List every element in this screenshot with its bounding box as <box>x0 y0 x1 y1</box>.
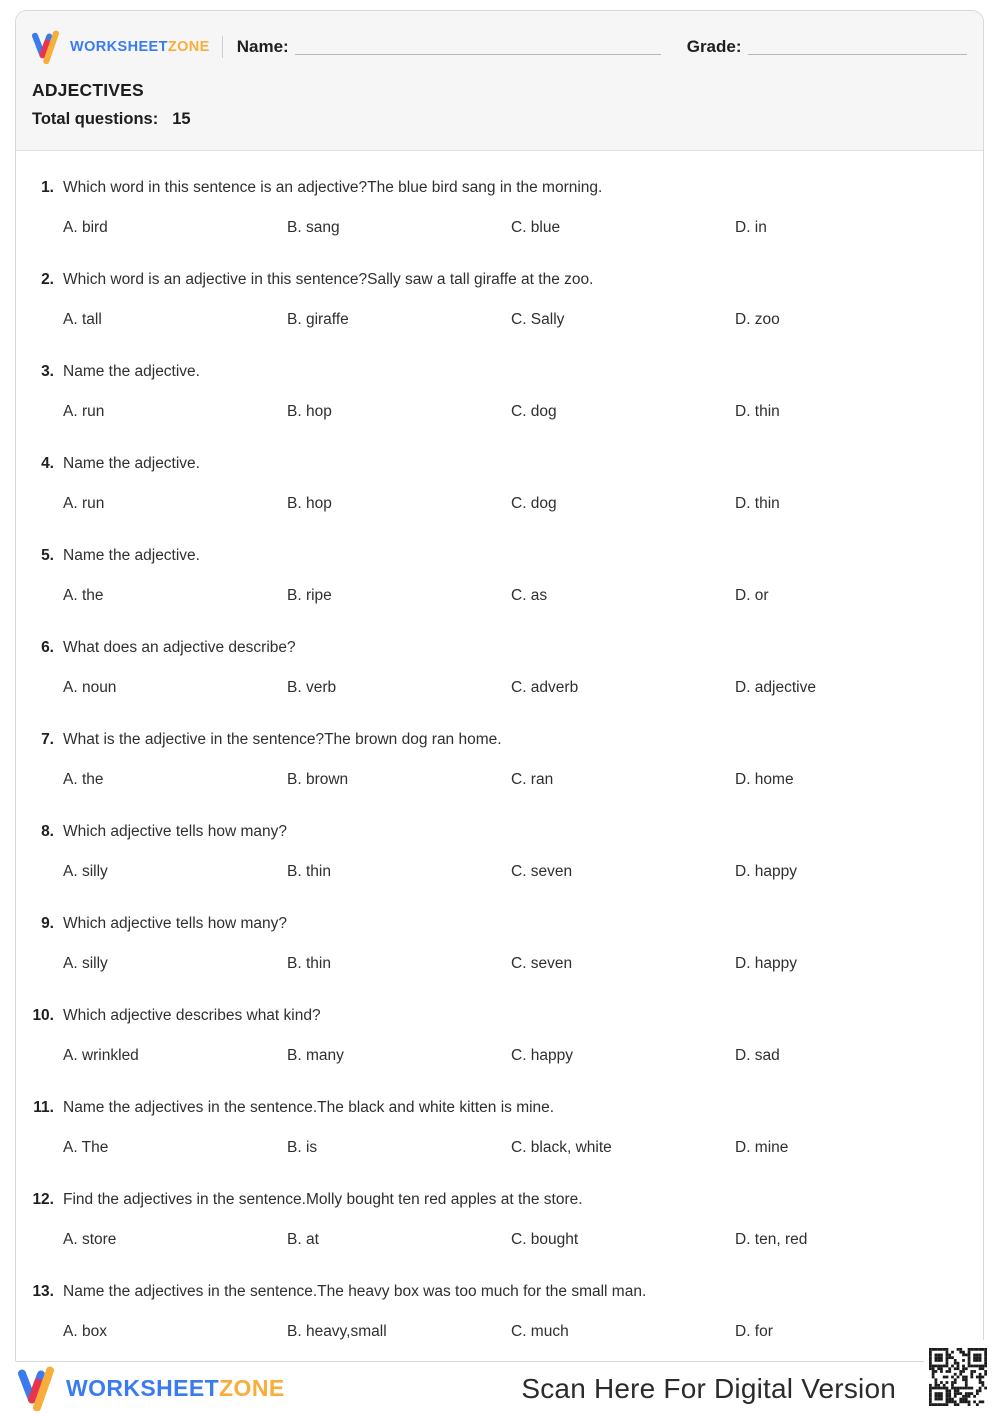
question-text: Name the adjective. <box>63 363 200 380</box>
option-d: D. zoo <box>735 311 780 328</box>
option-c: C. bought <box>511 1231 579 1248</box>
option-c: C. ran <box>511 771 554 788</box>
question-number: 10. <box>32 1007 54 1024</box>
question-number: 3. <box>41 363 54 380</box>
option-d: D. home <box>735 771 794 788</box>
option-c: C. Sally <box>511 311 565 328</box>
footer-logo-word-zone: ZONE <box>219 1375 285 1401</box>
option-c: C. adverb <box>511 679 579 696</box>
question-number: 2. <box>41 271 54 288</box>
options-row <box>30 310 967 329</box>
option-a: A. the <box>63 587 104 604</box>
question-item <box>30 178 967 237</box>
options-row <box>30 1322 967 1341</box>
option-a: A. run <box>63 495 105 512</box>
header-divider <box>222 36 223 58</box>
name-blank-line <box>295 39 661 55</box>
question-item <box>30 546 967 605</box>
scan-here-label: Scan Here For Digital Version <box>521 1372 896 1404</box>
question-number: 9. <box>41 915 54 932</box>
worksheet-card <box>15 10 984 1362</box>
question-item <box>30 1098 967 1157</box>
option-a: A. silly <box>63 955 108 972</box>
option-b: B. hop <box>287 495 332 512</box>
options-row <box>30 862 967 881</box>
question-text: What is the adjective in the sentence?The brown dog ran home. <box>63 731 502 748</box>
option-d: D. ten, red <box>735 1231 808 1248</box>
option-b: B. thin <box>287 955 331 972</box>
page-footer <box>18 1366 982 1411</box>
question-number: 13. <box>32 1283 54 1300</box>
question-text: Find the adjectives in the sentence.Molly bought ten red apples at the store. <box>63 1191 583 1208</box>
options-row <box>30 770 967 789</box>
options-row <box>30 494 967 513</box>
option-b: B. giraffe <box>287 311 349 328</box>
question-number: 7. <box>41 731 54 748</box>
total-questions-label: Total questions: <box>32 110 159 128</box>
question-text: Name the adjective. <box>63 547 200 564</box>
option-b: B. hop <box>287 403 332 420</box>
question-text: Which adjective tells how many? <box>63 915 287 932</box>
question-text: Which adjective describes what kind? <box>63 1007 321 1024</box>
logo-word-worksheet: WORKSHEET <box>70 39 168 55</box>
option-a: A. bird <box>63 219 108 236</box>
question-text: Which adjective tells how many? <box>63 823 287 840</box>
options-row <box>30 954 967 973</box>
question-item <box>30 1282 967 1341</box>
question-number: 12. <box>32 1191 54 1208</box>
qr-code <box>929 1348 987 1406</box>
option-d: D. in <box>735 219 767 236</box>
option-b: B. is <box>287 1139 318 1156</box>
option-a: A. the <box>63 771 104 788</box>
question-number: 1. <box>41 179 54 196</box>
option-b: B. heavy,small <box>287 1323 387 1340</box>
question-number: 6. <box>41 639 54 656</box>
option-a: A. noun <box>63 679 117 696</box>
options-row <box>30 1138 967 1157</box>
option-c: C. seven <box>511 955 573 972</box>
question-item <box>30 1190 967 1249</box>
question-item <box>30 638 967 697</box>
question-text: Which word is an adjective in this sentence?Sally saw a tall giraffe at the zoo. <box>63 271 594 288</box>
questions-list <box>16 151 983 1341</box>
option-d: D. sad <box>735 1047 780 1064</box>
option-b: B. ripe <box>287 587 332 604</box>
question-number: 4. <box>41 455 54 472</box>
question-text: Name the adjective. <box>63 455 200 472</box>
option-c: C. seven <box>511 863 573 880</box>
question-text: Name the adjectives in the sentence.The heavy box was too much for the small man. <box>63 1283 647 1300</box>
option-d: D. thin <box>735 403 780 420</box>
total-questions-row <box>32 110 967 129</box>
worksheetzone-logo-icon <box>32 30 62 64</box>
question-item <box>30 454 967 513</box>
total-questions-value: 15 <box>172 110 191 128</box>
option-d: D. for <box>735 1323 773 1340</box>
option-b: B. at <box>287 1231 319 1248</box>
options-row <box>30 218 967 237</box>
options-row <box>30 678 967 697</box>
option-d: D. mine <box>735 1139 789 1156</box>
question-number: 8. <box>41 823 54 840</box>
option-d: D. adjective <box>735 679 816 696</box>
option-d: D. or <box>735 587 769 604</box>
option-d: D. happy <box>735 955 798 972</box>
question-item <box>30 914 967 973</box>
logo-wordmark <box>70 39 210 55</box>
option-b: B. brown <box>287 771 349 788</box>
option-c: C. as <box>511 587 548 604</box>
option-b: B. sang <box>287 219 340 236</box>
footer-logo-icon <box>18 1366 58 1411</box>
footer-worksheetzone-logo <box>18 1366 285 1411</box>
question-number: 5. <box>41 547 54 564</box>
question-text: Name the adjectives in the sentence.The black and white kitten is mine. <box>63 1099 555 1116</box>
option-a: A. run <box>63 403 105 420</box>
option-a: A. silly <box>63 863 108 880</box>
option-d: D. thin <box>735 495 780 512</box>
worksheetzone-logo <box>32 30 210 64</box>
option-b: B. many <box>287 1047 344 1064</box>
options-row <box>30 1230 967 1249</box>
option-b: B. verb <box>287 679 337 696</box>
options-row <box>30 586 967 605</box>
question-item <box>30 270 967 329</box>
footer-logo-wordmark <box>66 1375 285 1402</box>
footer-logo-word-worksheet: WORKSHEET <box>66 1375 220 1401</box>
option-c: C. dog <box>511 495 557 512</box>
worksheet-title: ADJECTIVES <box>32 80 144 100</box>
grade-label: Grade: <box>686 37 742 56</box>
question-item <box>30 822 967 881</box>
grade-blank-line <box>748 39 967 55</box>
worksheet-header <box>16 11 983 151</box>
option-c: C. happy <box>511 1047 574 1064</box>
option-a: A. tall <box>63 311 102 328</box>
question-number: 11. <box>33 1099 54 1116</box>
option-c: C. dog <box>511 403 557 420</box>
option-c: C. blue <box>511 219 561 236</box>
question-item <box>30 730 967 789</box>
qr-code-box <box>924 1340 992 1414</box>
question-text: What does an adjective describe? <box>63 639 296 656</box>
question-item <box>30 362 967 421</box>
option-a: A. store <box>63 1231 117 1248</box>
options-row <box>30 402 967 421</box>
options-row <box>30 1046 967 1065</box>
logo-word-zone: ZONE <box>167 39 210 55</box>
option-b: B. thin <box>287 863 331 880</box>
option-c: C. much <box>511 1323 569 1340</box>
option-a: A. wrinkled <box>63 1047 139 1064</box>
option-a: A. The <box>63 1139 109 1156</box>
option-a: A. box <box>63 1323 107 1340</box>
name-label: Name: <box>236 37 289 56</box>
option-d: D. happy <box>735 863 798 880</box>
option-c: C. black, white <box>511 1139 612 1156</box>
question-text: Which word in this sentence is an adjective?The blue bird sang in the morning. <box>63 179 603 196</box>
question-item <box>30 1006 967 1065</box>
